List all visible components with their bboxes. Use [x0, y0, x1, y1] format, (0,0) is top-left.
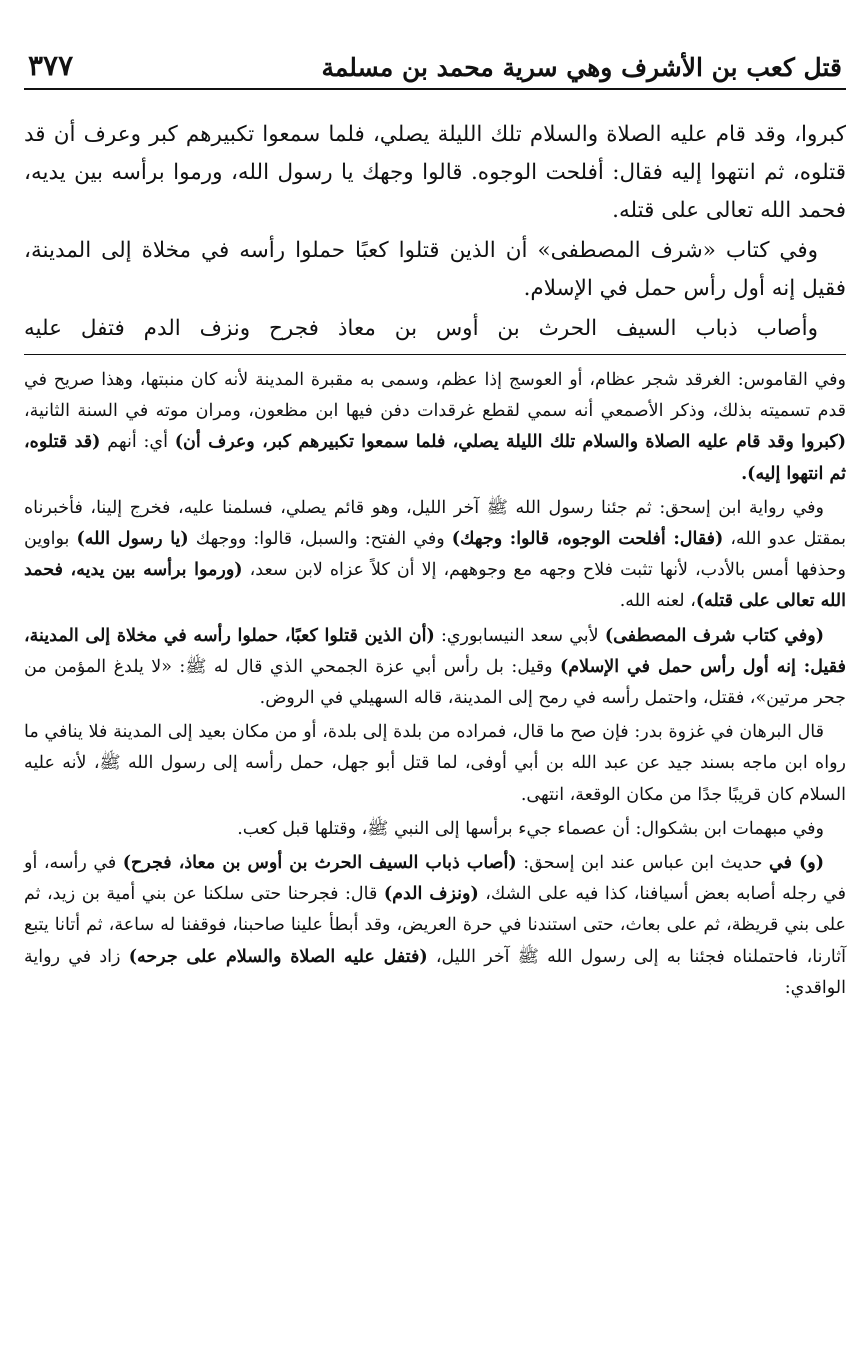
- commentary-text: حديث ابن عباس عند ابن إسحق:: [516, 853, 769, 874]
- quoted-main-text: (ونزف الدم): [383, 884, 479, 905]
- commentary-text: بواوين وحذفها أمس بالأدب، لأنها تثبت فلاح وجهه مع وجوههم، إلا أن كلاً عزاه لابن سعد،: [24, 529, 846, 581]
- commentary-paragraph: [24, 493, 846, 618]
- commentary-text: وفي رواية ابن إسحق: ثم جئنا رسول الله ﷺ آخر الليل، وهو قائم يصلي، فسلمنا عليه، فخرج إلينا، فأخبرناه بمقتل عدو الله،: [24, 497, 846, 550]
- commentary-text: وقيل: بل رأس أبي عزة الجمحي الذي قال له ﷺ: «لا يلدغ المؤمن من جحر مرتين»، فقتل، واحتمل رأسه في رمح إلى المدينة، قاله السهيلي في الروض.: [24, 656, 846, 709]
- quoted-main-text: (ورموا برأسه بين يديه، فحمد الله تعالى على قتله): [24, 560, 846, 612]
- commentary-text: في رأسه، أو في رجله أصابه بعض أسيافنا، كذا فيه على الشك،: [24, 853, 846, 905]
- commentary-paragraph: [24, 365, 846, 490]
- book-page: [24, 38, 846, 1338]
- quoted-main-text: (وفي كتاب شرف المصطفى): [604, 625, 824, 646]
- page-header: [24, 38, 846, 90]
- commentary: [24, 365, 846, 1004]
- main-paragraph: وأصاب ذباب السيف الحرث بن أوس بن معاذ فجرح ونزف الدم فتفل عليه: [24, 316, 818, 341]
- commentary-text: وفي الفتح: والسبل، قالوا: ووجهك: [188, 529, 452, 550]
- quoted-main-text: (أن الذين قتلوا كعبًا، حملوا رأسه في مخلاة إلى المدينة، فقيل: إنه أول رأس حمل في الإسلام): [24, 625, 846, 677]
- main-paragraph: وفي كتاب «شرف المصطفى» أن الذين قتلوا كعبًا حملوا رأسه في مخلاة إلى المدينة، فقيل إنه أول رأس حمل في الإسلام.: [24, 238, 846, 301]
- commentary-paragraph: وفي مبهمات ابن بشكوال: أن عصماء جيء برأسها إلى النبي ﷺ، وقتلها قبل كعب.: [237, 818, 824, 839]
- main-paragraph: كبروا، وقد قام عليه الصلاة والسلام تلك الليلة يصلي، فلما سمعوا تكبيرهم كبر وعرف أن قد قتلوه، ثم انتهوا إليه فقال: أفلحت الوجوه. قالوا وجهك يا رسول الله، ورموا برأسه بين يديه، فحمد الله تعالى على قتله.: [24, 122, 846, 223]
- commentary-text: قال: فجرحنا حتى سلكنا عن بني أمية بن زيد، ثم على بني قريظة، ثم على بعاث، حتى استندنا في حرة العريض، وقد أبطأ علينا صاحبنا، فوقفنا له ساعة، ثم أتانا يتبع آثارنا، فاحتملناه فجئنا به إلى رسول الله ﷺ آخر الليل،: [24, 884, 846, 967]
- main-text: [24, 116, 846, 348]
- quoted-main-text: (فتفل عليه الصلاة والسلام على جرحه): [128, 946, 428, 967]
- page-number: ٣٧٧: [28, 49, 74, 82]
- running-title: قتل كعب بن الأشرف وهي سرية محمد بن مسلمة: [321, 53, 842, 82]
- quoted-main-text: (أصاب ذباب السيف الحرث بن أوس بن معاذ، فجرح): [122, 853, 517, 874]
- quoted-main-text: (كبروا وقد قام عليه الصلاة والسلام تلك الليلة يصلي، فلما سمعوا تكبيرهم كبر، وعرف أن): [174, 432, 846, 453]
- commentary-text: أي: أنهم: [100, 432, 175, 453]
- commentary-text: ، لعنه الله.: [619, 591, 696, 612]
- commentary-text: لأبي سعد النيسابوري:: [434, 625, 605, 646]
- commentary-paragraph: [24, 621, 846, 715]
- footnote-divider: [24, 354, 846, 355]
- commentary-paragraph: [24, 848, 846, 1004]
- commentary-text: زاد في رواية الواقدي:: [24, 946, 846, 998]
- commentary-paragraph: قال البرهان في غزوة بدر: فإن صح ما قال، فمراده من بلدة إلى بلدة، أو من مكان بعيد إلى المدينة فلا ينافي ما رواه ابن ماجه بسند جيد عن عبد الله بن أبي أوفى، لما قتل أبو جهل، حمل رأسه إلى رسول الله ﷺ، لأنه عليه السلام كان قريبًا جدًا من مكان الوقعة، انتهى.: [24, 722, 846, 805]
- quoted-main-text: (يا رسول الله): [76, 529, 189, 550]
- commentary-text: وفي القاموس: الغرقد شجر عظام، أو العوسج إذا عظم، وسمى به مقبرة المدينة لأنه كان منبتها، وهذا صريح في قدم تسميته بذلك، وذكر الأصمعي أنه سمي لقطع غرقدات دفن فيها ابن مظعون، ومران موته في السنة الثانية،: [24, 370, 846, 422]
- quoted-main-text: (فقال: أفلحت الوجوه، قالوا: وجهك): [451, 529, 724, 550]
- quoted-main-text: (قد قتلوه، ثم انتهوا إليه).: [24, 432, 846, 484]
- quoted-main-text: (و) في: [769, 853, 824, 874]
